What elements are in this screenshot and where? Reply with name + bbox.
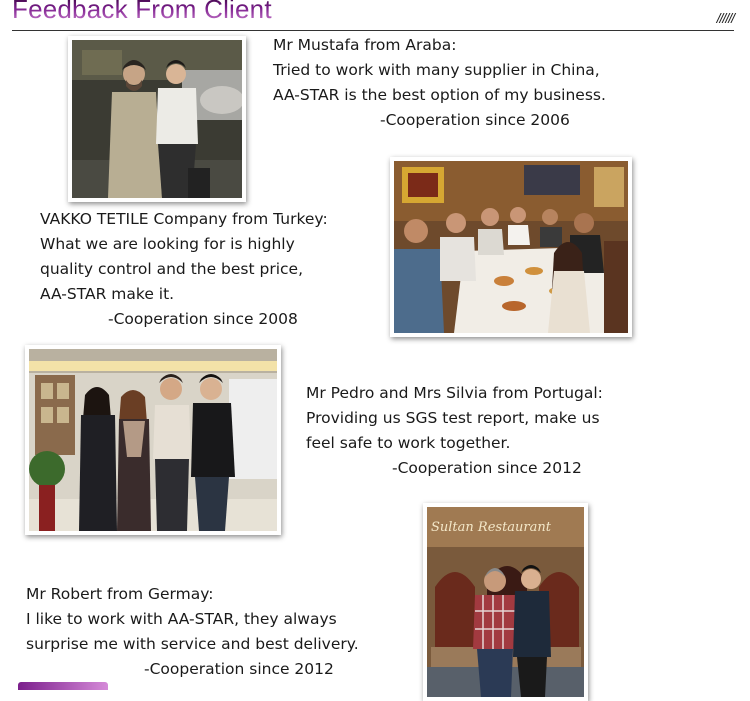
client-photo-robert [423,503,588,701]
feedback-line: quality control and the best price, [40,260,304,278]
cooperation-since: -Cooperation since 2012 [144,660,334,678]
feedback-line: surprise me with service and best delivery. [26,635,359,653]
feedback-client-name: VAKKO TETILE Company from Turkey: [40,210,328,228]
header-decoration: ////// [716,10,734,26]
cooperation-since: -Cooperation since 2012 [392,459,582,477]
feedback-mustafa [273,33,606,133]
cooperation-since: -Cooperation since 2008 [108,310,298,328]
header-divider [12,30,734,31]
client-photo-vakko [390,157,632,337]
feedback-line: AA-STAR is the best option of my business. [273,86,606,104]
client-photo-mustafa [68,36,246,202]
restaurant-sign: Sultan Restaurant [431,520,551,535]
page-title: Feedback From Client [12,0,272,25]
feedback-client-name: Mr Mustafa from Araba: [273,36,457,54]
feedback-line: Providing us SGS test report, make us [306,409,600,427]
feedback-pedro-silvia [306,381,603,481]
feedback-robert [26,582,359,682]
next-section-title-fragment [18,682,108,690]
feedback-client-name: Mr Pedro and Mrs Silvia from Portugal: [306,384,603,402]
feedback-vakko [40,207,328,332]
client-photo-pedro-silvia [25,345,281,535]
feedback-line: I like to work with AA-STAR, they always [26,610,337,628]
feedback-line: What we are looking for is highly [40,235,295,253]
feedback-client-name: Mr Robert from Germay: [26,585,214,603]
feedback-line: feel safe to work together. [306,434,511,452]
feedback-line: AA-STAR make it. [40,285,175,303]
cooperation-since: -Cooperation since 2006 [380,111,570,129]
feedback-line: Tried to work with many supplier in China, [273,61,600,79]
